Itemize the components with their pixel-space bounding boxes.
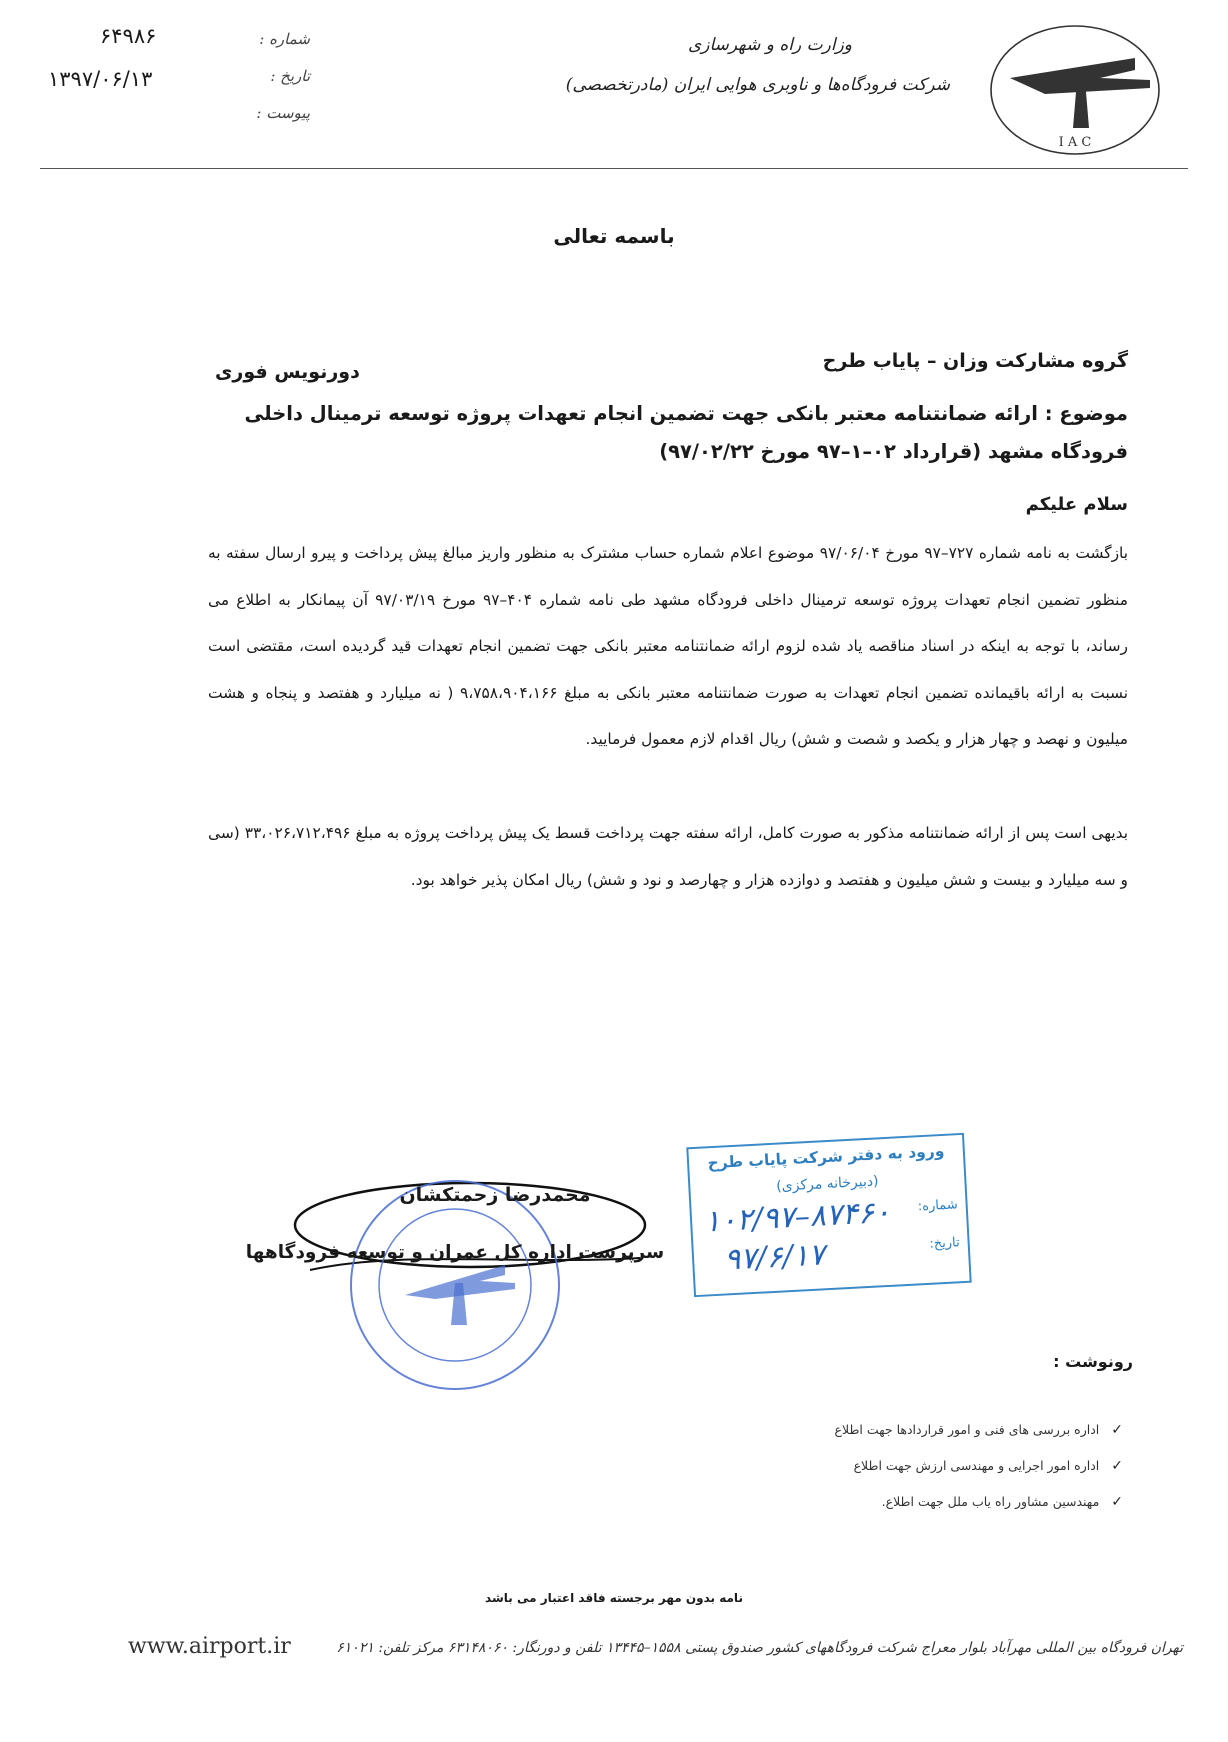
- number-label: شماره :: [259, 30, 310, 48]
- cc-item: ✓اداره امور اجرایی و مهندسی ارزش جهت اطلاع: [853, 1458, 1123, 1474]
- cc-item: ✓اداره بررسی های فنی و امور قراردادها جهت اطلاع: [834, 1422, 1123, 1438]
- iac-logo: [985, 18, 1165, 158]
- header-divider: [40, 168, 1188, 169]
- date-label: تاریخ :: [270, 67, 310, 85]
- recipient: گروه مشارکت وزان – پایاب طرح: [822, 350, 1128, 372]
- validity-note: نامه بدون مهر برجسته فاقد اعتبار می باشد: [485, 1591, 743, 1605]
- ministry-name: وزارت راه و شهرسازی: [687, 35, 852, 55]
- stamp-subtitle: (دبیرخانه مرکزی): [775, 1173, 879, 1195]
- checkmark-icon: ✓: [1111, 1458, 1123, 1474]
- stamp-date-value: ۹۷/۶/۱۷: [723, 1237, 826, 1278]
- checkmark-icon: ✓: [1111, 1422, 1123, 1438]
- footer-address: تهران فرودگاه بین المللی مهرآباد بلوار معراج شرکت فرودگاههای کشور صندوق پستی ۱۵۵۸–۱۳۴۴۵ تلفن و دورنگار: ۶۳۱۴۸۰۶۰ مرکز تلفن: ۶۱۰۲۱: [336, 1640, 1183, 1656]
- cc-item: ✓مهندسین مشاور راه یاب ملل جهت اطلاع.: [881, 1494, 1123, 1510]
- letter-number: ۶۴۹۸۶: [100, 24, 157, 48]
- salutation: سلام علیکم: [1025, 494, 1128, 515]
- stamp-date-label: تاریخ:: [929, 1235, 961, 1252]
- subject: موضوع : ارائه ضمانتنامه معتبر بانکی جهت تضمین انجام تعهدات پروژه توسعه ترمینال داخلی فرودگاه مشهد (قرارداد ۰۲–۱–۹۷ مورخ ۹۷/۰۲/۲۲): [244, 402, 1128, 463]
- attachment-label: پیوست :: [256, 104, 310, 122]
- checkmark-icon: ✓: [1111, 1494, 1123, 1510]
- cc-label: رونوشت :: [1053, 1352, 1133, 1371]
- received-stamp: [686, 1133, 971, 1297]
- signatory-name: محمدرضا زحمتکشان: [399, 1184, 591, 1206]
- signatory-title: سرپرست اداره کل عمران و توسعه فرودگاهها: [245, 1242, 665, 1263]
- stamp-number-label: شماره:: [917, 1197, 959, 1215]
- stamp-number-value: ۱۰۲/۹۷–۸۷۴۶۰: [703, 1194, 892, 1240]
- logo-letters: I A C: [1058, 135, 1092, 150]
- official-seal: [345, 1175, 565, 1395]
- company-name: شرکت فرودگاه‌ها و ناوبری هوایی ایران (مادرتخصصی): [565, 75, 950, 95]
- letter-date: ۱۳۹۷/۰۶/۱۳: [48, 67, 153, 91]
- basmala: باسمه تعالی: [553, 224, 675, 248]
- body-paragraph-2: بدیهی است پس از ارائه ضمانتنامه مذکور به صورت کامل، ارائه سفته جهت پرداخت قسط یک پیش پرداخت پروژه به مبلغ ۳۳،۰۲۶،۷۱۲،۴۹۶ (سی و سه میلیارد و بیست و شش میلیون و هفتصد و دوازده هزار و چهارصد و نود و شش) ریال امکان پذیر خواهد بود.: [208, 824, 1128, 889]
- website-link[interactable]: www.airport.ir: [128, 1634, 291, 1659]
- stamp-title: ورود به دفتر شرکت پایاب طرح: [707, 1141, 945, 1173]
- urgent-fax-label: دورنویس فوری: [215, 361, 360, 383]
- body-paragraph-1: بازگشت به نامه شماره ۷۲۷–۹۷ مورخ ۹۷/۰۶/۰۴ موضوع اعلام شماره حساب مشترک به منظور واریز مبالغ پیش پرداخت و پیرو ارسال سفته به منظور تضمین انجام تعهدات پروژه توسعه ترمینال داخلی فرودگاه مشهد طی نامه شماره ۴۰۴–۹۷ مورخ ۹۷/۰۳/۱۹ آن پیمانکار به اطلاع می رساند، با توجه به اینکه در اسناد مناقصه یاد شده لزوم ارائه ضمانتنامه معتبر بانکی جهت تضمین انجام تعهدات قید گردیده است، مقتضی است نسبت به ارائه باقیمانده تضمین انجام تعهدات به صورت ضمانتنامه معتبر بانکی به مبلغ ۹،۷۵۸،۹۰۴،۱۶۶ ( نه میلیارد و هفتصد و پنجاه و هشت میلیون و نهصد و چهار هزار و یکصد و شصت و شش) ریال اقدام لازم معمول فرمایید.: [208, 544, 1129, 748]
